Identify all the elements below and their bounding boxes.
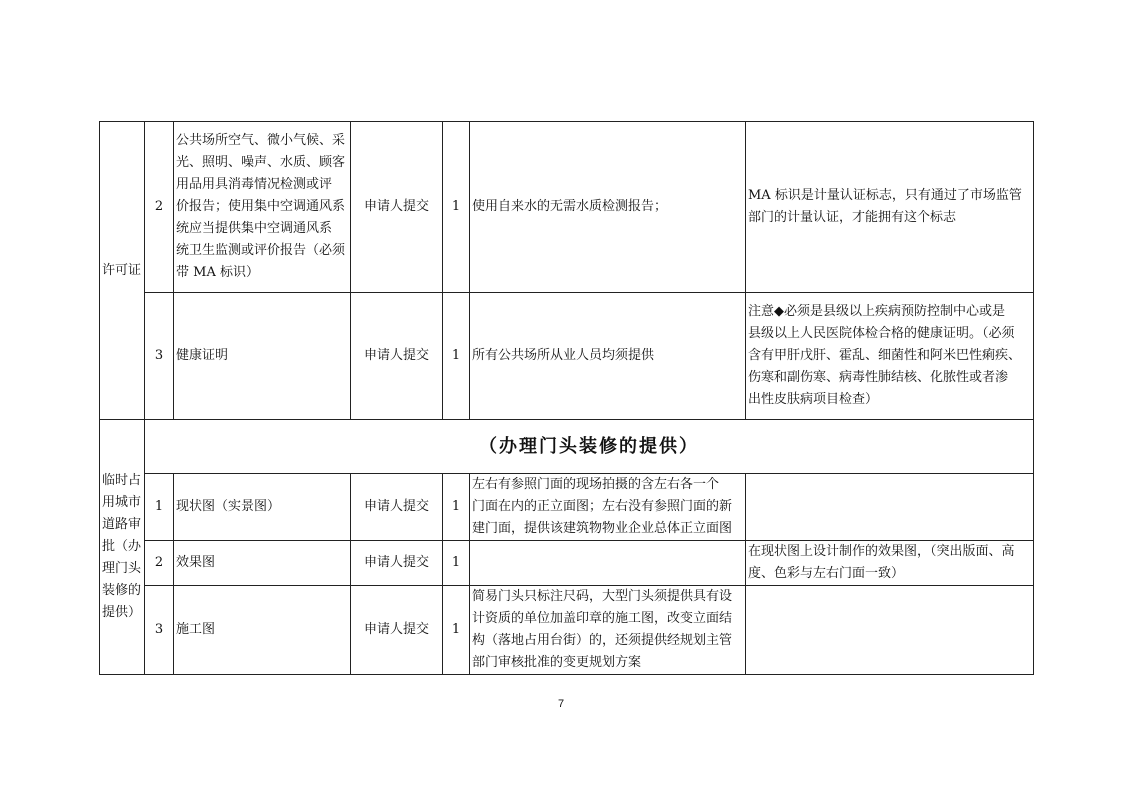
requirement-line: 部门审核批准的变更规划方案 <box>472 655 642 670</box>
requirement-line: 简易门头只标注尺码，大型门头须提供具有设 <box>472 589 733 604</box>
requirement-line: 计资质的单位加盖印章的施工图，改变立面结 <box>472 611 733 626</box>
remark-line: 注意◆必须是县级以上疾病预防控制中心或是 <box>748 304 1005 319</box>
remark-cell <box>746 122 1034 293</box>
requirement-cell <box>470 586 746 675</box>
category-line: 批（办 <box>102 539 142 554</box>
requirement-cell: 使用自来水的无需水质检测报告； <box>470 122 746 293</box>
category-cell <box>100 420 145 675</box>
category-line: 提供） <box>102 605 142 620</box>
category-line: 装修的 <box>102 583 142 598</box>
remark-line: 县级以上人民医院体检合格的健康证明。（必须 <box>748 326 1015 341</box>
remark-line: 含有甲肝戊肝、霍乱、细菌性和阿米巴性痢疾、 <box>748 348 1022 363</box>
remark-cell <box>746 586 1034 675</box>
row-number: 3 <box>145 293 174 420</box>
requirement-line: 建门面，提供该建筑物物业企业总体正立面图 <box>472 521 733 536</box>
remark-line: 出性皮肤病项目检查） <box>748 392 879 407</box>
submitter-cell: 申请人提交 <box>351 293 443 420</box>
remark-line: 在现状图上设计制作的效果图，（突出版面、高 <box>748 544 1015 559</box>
submitter-cell: 申请人提交 <box>351 541 443 586</box>
remark-line: 伤寒和副伤寒、病毒性肺结核、化脓性或者渗 <box>748 370 1009 385</box>
material-cell: 健康证明 <box>174 293 351 420</box>
row-number: 1 <box>145 474 174 541</box>
category-line: 临时占 <box>102 473 142 488</box>
material-line: 光、照明、噪声、水质、顾客 <box>176 155 346 170</box>
material-cell <box>174 122 351 293</box>
quantity-cell: 1 <box>443 122 470 293</box>
row-number: 2 <box>145 541 174 586</box>
category-line: 道路审 <box>102 517 142 532</box>
submitter-cell: 申请人提交 <box>351 474 443 541</box>
remark-cell <box>746 293 1034 420</box>
table-row <box>100 474 1034 541</box>
quantity-cell: 1 <box>443 293 470 420</box>
requirement-cell <box>470 541 746 586</box>
category-line: 理门头 <box>102 561 142 576</box>
submitter-cell: 申请人提交 <box>351 586 443 675</box>
submitter-cell: 申请人提交 <box>351 122 443 293</box>
requirements-table <box>99 121 1034 675</box>
page-number: 7 <box>557 698 565 710</box>
remark-cell <box>746 541 1034 586</box>
category-cell <box>100 122 145 420</box>
table-row <box>100 541 1034 586</box>
requirement-cell: 所有公共场所从业人员均须提供 <box>470 293 746 420</box>
material-line: 价报告；使用集中空调通风系 <box>176 199 346 214</box>
category-line: 用城市 <box>102 495 142 510</box>
table-row <box>100 420 1034 474</box>
remark-cell <box>746 474 1034 541</box>
material-line: 带 MA 标识） <box>176 265 259 280</box>
quantity-cell: 1 <box>443 474 470 541</box>
material-cell: 现状图（实景图） <box>174 474 351 541</box>
remark-line: 部门的计量认证，才能拥有这个标志 <box>748 210 957 225</box>
material-line: 统应当提供集中空调通风系 <box>176 221 333 236</box>
section-title: （办理门头装修的提供） <box>145 420 1034 474</box>
table-row <box>100 586 1034 675</box>
material-line: 统卫生监测或评价报告（必须 <box>176 243 346 258</box>
remark-line: MA 标识是计量认证标志，只有通过了市场监管 <box>748 188 1022 203</box>
requirement-line: 左右有参照门面的现场拍摄的含左右各一个 <box>472 477 720 492</box>
table-row <box>100 122 1034 293</box>
row-number: 2 <box>145 122 174 293</box>
material-line: 公共场所空气、微小气候、采 <box>176 133 346 148</box>
table-row <box>100 293 1034 420</box>
quantity-cell: 1 <box>443 541 470 586</box>
requirement-line: 门面在内的正立面图；左右没有参照门面的新 <box>472 499 733 514</box>
requirement-line: 构（落地占用台街）的，还须提供经规划主管 <box>472 633 733 648</box>
row-number: 3 <box>145 586 174 675</box>
material-cell: 施工图 <box>174 586 351 675</box>
material-line: 用品用具消毒情况检测或评 <box>176 177 333 192</box>
material-cell: 效果图 <box>174 541 351 586</box>
quantity-cell: 1 <box>443 586 470 675</box>
remark-line: 度、色彩与左右门面一致） <box>748 566 905 581</box>
requirement-cell <box>470 474 746 541</box>
category-label: 许可证 <box>102 262 142 278</box>
